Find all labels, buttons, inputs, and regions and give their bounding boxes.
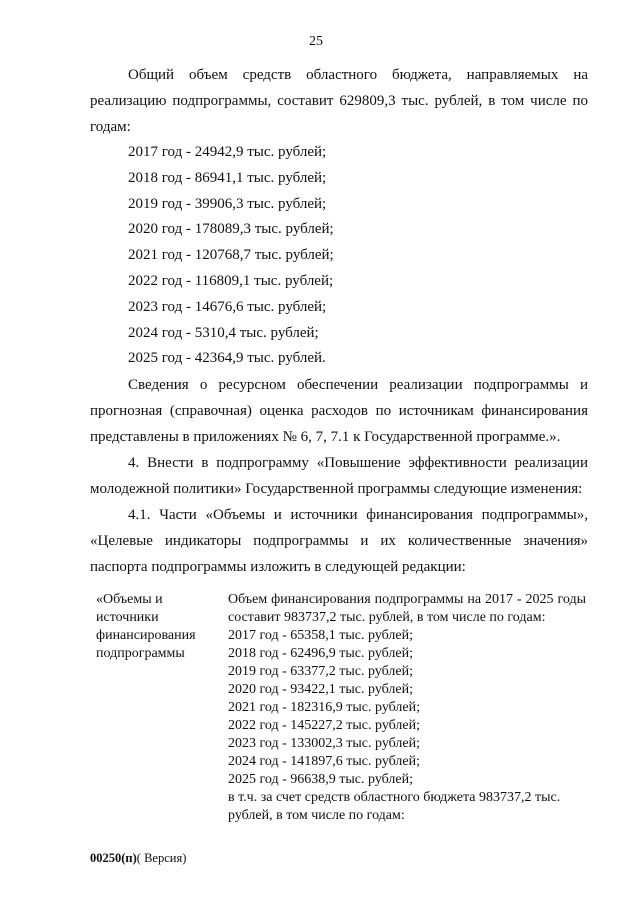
- year-list: [90, 140, 588, 372]
- passport-right-cell: [228, 591, 588, 825]
- year-item: 2017 год - 24942,9 тыс. рублей;: [128, 144, 327, 160]
- year-item: 2019 год - 39906,3 тыс. рублей;: [128, 195, 327, 212]
- item-4-paragraph: 4. Внести в подпрограмму «Повышение эффективности реализации молодежной политики» Государственной программы следующие изменения:: [90, 455, 588, 498]
- year-item: 2025 год - 42364,9 тыс. рублей.: [128, 350, 326, 367]
- passport-label-line: подпрограммы: [96, 646, 185, 661]
- passport-label-line: финансирования: [96, 628, 196, 643]
- resource-paragraph: Сведения о ресурсном обеспечении реализации подпрограммы и прогнозная (справочная) оценка расходов по источникам финансирования представлены в приложениях № 6, 7, 7.1 к Государственной программе.».: [90, 377, 588, 446]
- funding-year-item: 2021 год - 182316,9 тыс. рублей;: [228, 700, 421, 715]
- funding-year-item: 2017 год - 65358,1 тыс. рублей;: [228, 628, 414, 643]
- page-number: 25: [309, 34, 323, 49]
- year-item: 2021 год - 120768,7 тыс. рублей;: [128, 247, 334, 264]
- year-item: 2023 год - 14676,6 тыс. рублей;: [128, 298, 327, 315]
- funding-year-item: 2018 год - 62496,9 тыс. рублей;: [228, 646, 414, 661]
- funding-tail: в т.ч. за счет средств областного бюджета 983737,2 тыс. рублей, в том числе по годам:: [228, 790, 561, 823]
- year-item: 2024 год - 5310,4 тыс. рублей;: [128, 324, 319, 341]
- passport-label-line: источники: [96, 610, 159, 625]
- document-body: [90, 62, 588, 580]
- document-code: 00250(п): [90, 851, 137, 865]
- funding-year-item: 2019 год - 63377,2 тыс. рублей;: [228, 664, 414, 679]
- intro-paragraph: Общий объем средств областного бюджета, направляемых на реализацию подпрограммы, составит 629809,3 тыс. рублей, в том числе по годам:: [90, 67, 588, 135]
- year-item: 2018 год - 86941,1 тыс. рублей;: [128, 169, 327, 186]
- funding-year-item: 2024 год - 141897,6 тыс. рублей;: [228, 754, 421, 769]
- funding-intro: Объем финансирования подпрограммы на 2017 - 2025 годы составит 983737,2 тыс. рублей, в том числе по годам:: [228, 592, 586, 625]
- year-item: 2020 год - 178089,3 тыс. рублей;: [128, 221, 334, 238]
- year-item: 2022 год - 116809,1 тыс. рублей;: [128, 272, 334, 289]
- funding-year-item: 2022 год - 145227,2 тыс. рублей;: [228, 718, 421, 733]
- footer: [90, 851, 186, 866]
- passport-table: [90, 591, 588, 825]
- funding-year-item: 2025 год - 96638,9 тыс. рублей;: [228, 772, 414, 787]
- item-4-1-paragraph: 4.1. Части «Объемы и источники финансирования подпрограммы», «Целевые индикаторы подпрограммы и их количественные значения» паспорта подпрограммы изложить в следующей редакции:: [90, 507, 588, 576]
- passport-left-cell: [90, 591, 228, 825]
- funding-year-item: 2020 год - 93422,1 тыс. рублей;: [228, 682, 414, 697]
- document-version: ( Версия): [136, 851, 187, 865]
- funding-year-item: 2023 год - 133002,3 тыс. рублей;: [228, 736, 421, 751]
- passport-label-line: «Объемы и: [96, 592, 163, 607]
